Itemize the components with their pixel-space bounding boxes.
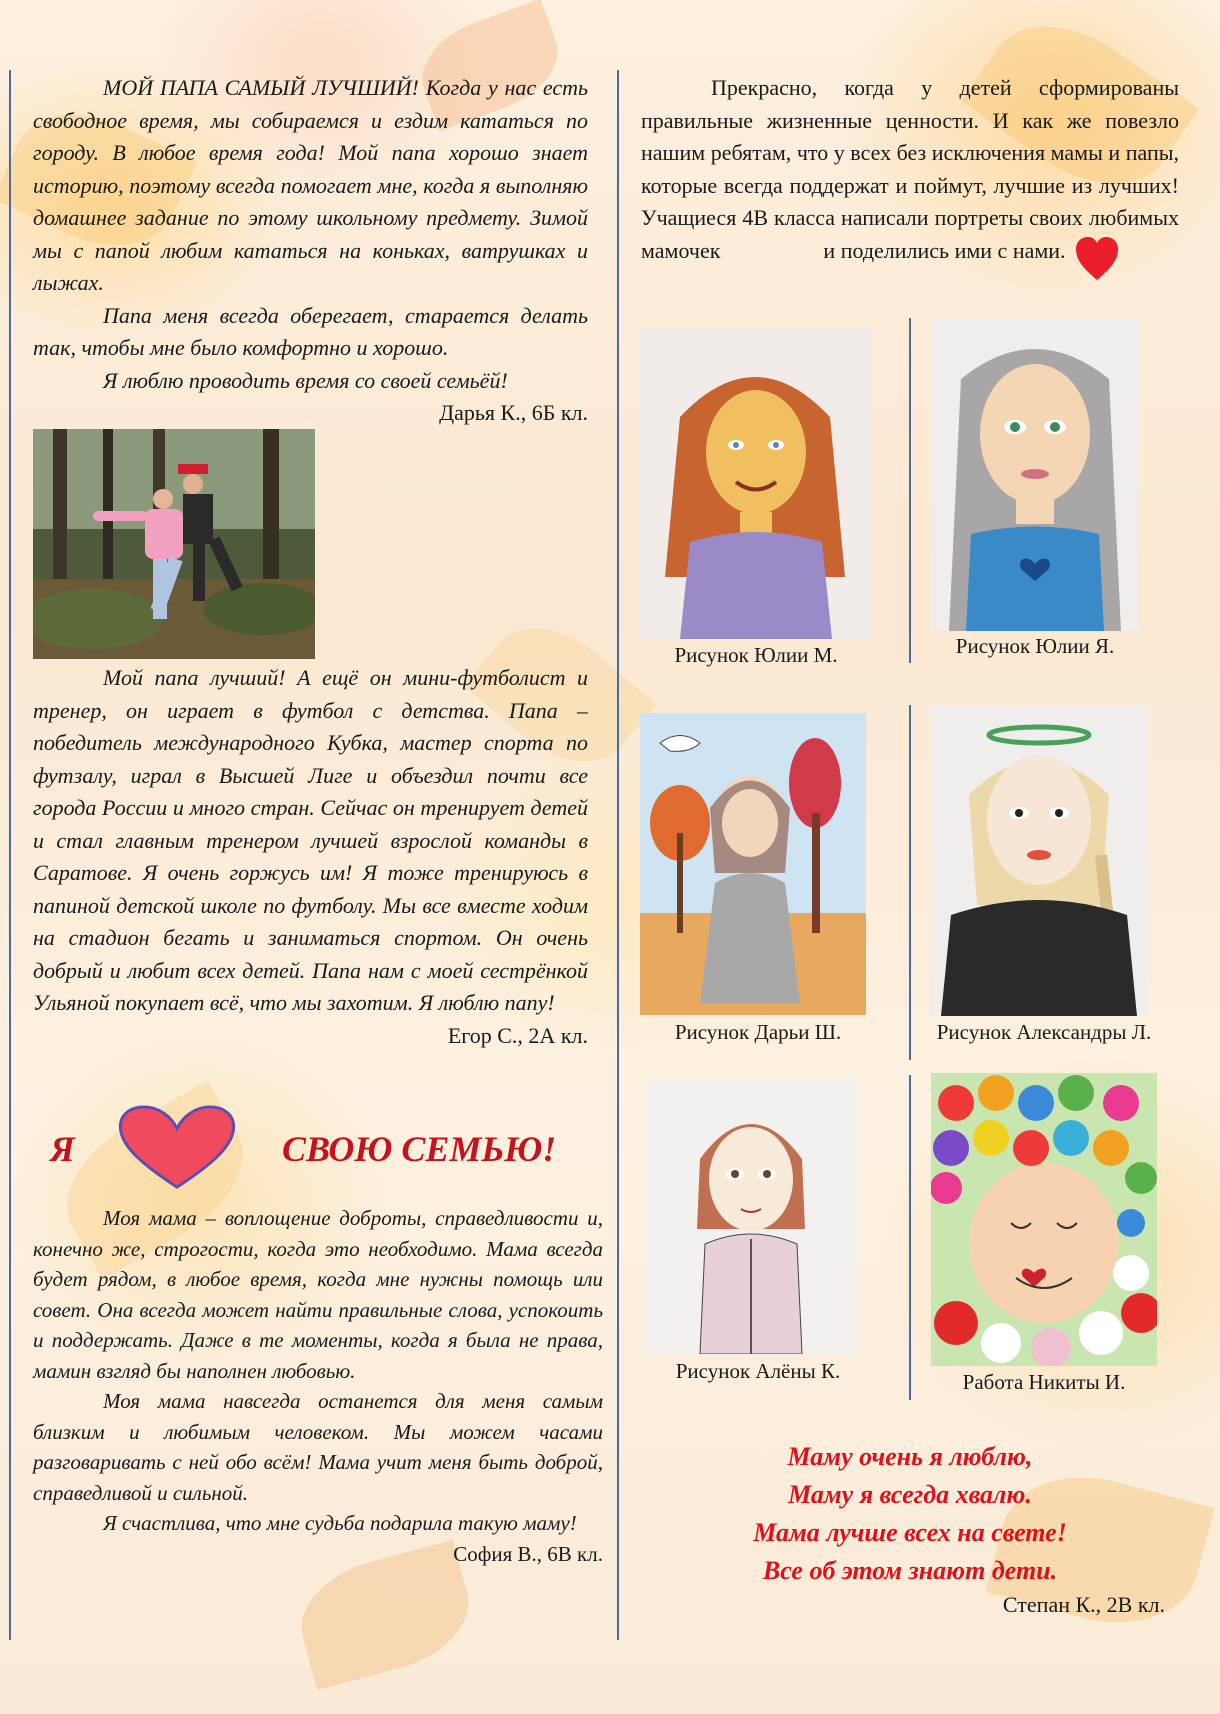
story-paragraph: Я люблю проводить время со своей семьёй! xyxy=(103,367,508,393)
caption-drawing: Рисунок Юлии Я. xyxy=(955,634,1115,658)
story-paragraph: Я счастлива, что мне судьба подарила такую маму! xyxy=(103,1511,577,1535)
poem xyxy=(660,1438,1160,1590)
author-signature: Степан К., 2В кл. xyxy=(1002,1592,1165,1617)
poem-line: Мама лучше всех на свете! xyxy=(753,1518,1067,1547)
author-signature: Егор С., 2А кл. xyxy=(447,1022,588,1048)
story-paragraph: МОЙ ПАПА САМЫЙ ЛУЧШИЙ! Когда у нас есть свободное время, мы собираемся и ездим кататься по городу. В любое время года! Мой папа хорошо знает историю, поэтому всегда помогает мне, когда я выполняю домашнее задание по этому школьному предмету. Зимой мы с папой любим кататься на коньках, ватрушках и лыжах. xyxy=(33,75,588,295)
drawing-alena-k xyxy=(645,1079,857,1354)
intro-main: Прекрасно, когда у детей сформированы правильные жизненные ценности. И как же повезло нашим ребятам, что у всех без исключения мамы и папы, которые всегда поддержат и поймут, лучшие из лучших! Учащиеся 4В класса написали портреты своих любимых мамочек xyxy=(641,75,1179,263)
slogan-family: СВОЮ СЕМЬЮ! xyxy=(282,1129,557,1169)
drawing-alexandra-l xyxy=(931,705,1147,1016)
drawing-julia-m xyxy=(640,327,872,639)
author-signature: Дарья К., 6Б кл. xyxy=(439,400,588,425)
family-photo-forest xyxy=(33,429,315,659)
story-dad-egor xyxy=(33,662,588,1052)
drawing-julia-ya xyxy=(931,319,1139,631)
story-dad-daria xyxy=(33,72,588,430)
story-paragraph: Папа меня всегда оберегает, старается делать так, чтобы мне было комфортно и хорошо. xyxy=(33,302,588,360)
gallery-divider-rule xyxy=(909,705,911,1060)
poem-line: Маму очень я люблю, xyxy=(787,1442,1033,1471)
caption-drawing: Работа Никиты И. xyxy=(962,1370,1126,1394)
poem-line: Маму я всегда хвалю. xyxy=(788,1480,1032,1509)
story-paragraph: Моя мама навсегда останется для меня самым близким и любимым человеком. Мы можем часами разговаривать с ней обо всём! Мама учит меня быть доброй, справедливой и сильной. xyxy=(33,1389,603,1505)
intro-end: поделились ими с нами. xyxy=(840,237,1066,263)
story-mom-sofia xyxy=(33,1203,603,1569)
center-column-rule xyxy=(617,70,619,1640)
gallery-divider-rule xyxy=(909,1075,911,1400)
gallery-divider-rule xyxy=(909,318,911,663)
artwork-nikita-i xyxy=(931,1073,1157,1366)
caption-drawing: Рисунок Алёны К. xyxy=(675,1359,841,1383)
caption-drawing: Рисунок Юлии М. xyxy=(674,643,838,667)
heart-icon xyxy=(118,1105,236,1191)
story-paragraph: Моя мама – воплощение доброты, справедливости и, конечно же, строгости, когда это необходимо. Мама всегда будет рядом, в любое время, когда мне нужны помощь или совет. Она всегда может найти правильные слова, успокоить и поддержать. Даже в те моменты, когда я была не права, мамин взгляд бы наполнен любовью. xyxy=(33,1206,603,1383)
author-signature: София В., 6В кл. xyxy=(453,1541,603,1566)
caption-drawing: Рисунок Дарьи Ш. xyxy=(674,1020,842,1044)
heart-icon xyxy=(1075,236,1119,282)
poem-line: Все об этом знают дети. xyxy=(762,1556,1058,1585)
slogan-i: Я xyxy=(50,1129,75,1169)
intro-and: и xyxy=(823,237,836,263)
story-paragraph: Мой папа лучший! А ещё он мини-футболист и тренер, он играет в футбол с детства. Папа – победитель международного Кубка, мастер спорта по футзалу, играл в Высшей Лиге и объездил почти все города России и много стран. Сейчас он тренирует детей и стал главным тренером лучшей взрослой команды в Саратове. Я очень горжусь им! Я тоже тренируюсь в папиной детской школе по футболу. Мы все вместе ходим на стадион бегать и заниматься спортом. Он очень добрый и любит всех детей. Папа нам с моей сестрёнкой Ульяной покупает всё, что мы захотим. Я люблю папу! xyxy=(33,665,588,1015)
drawing-daria-sh xyxy=(640,713,866,1015)
left-column-rule xyxy=(9,70,11,1640)
caption-drawing: Рисунок Александры Л. xyxy=(936,1020,1152,1044)
